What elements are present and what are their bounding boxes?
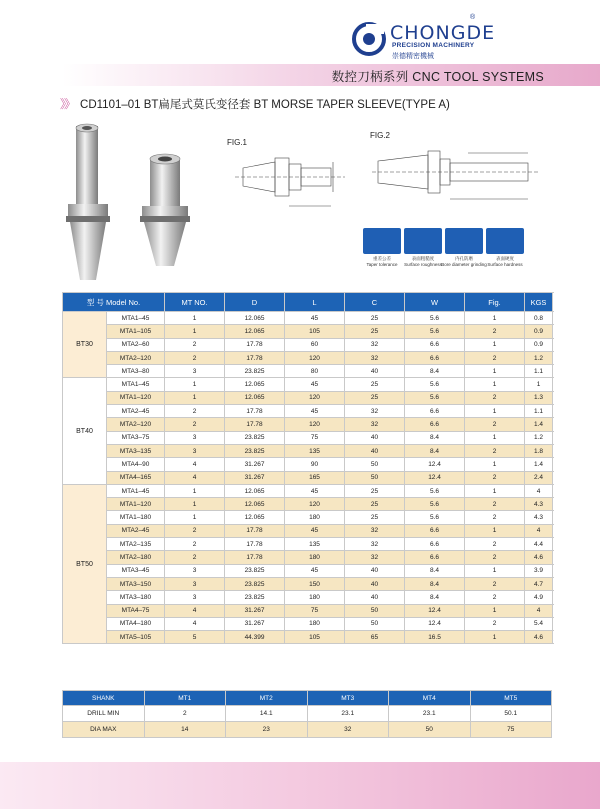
table-cell: 150: [285, 577, 345, 590]
table-row: [63, 444, 553, 457]
table-cell: 31.267: [225, 471, 285, 484]
table-row: [63, 631, 553, 644]
table-cell: 1: [165, 378, 225, 391]
table-row: [63, 391, 553, 404]
table-row: [63, 471, 553, 484]
table-row: [63, 551, 553, 564]
table-cell: 40: [345, 564, 405, 577]
table-cell: 4: [165, 617, 225, 630]
table-cell: 2: [465, 471, 525, 484]
fig1-label: FIG.1: [227, 138, 248, 147]
shank-table: [62, 690, 552, 738]
table-row: [63, 577, 553, 590]
table-cell: 17.78: [225, 405, 285, 418]
table-cell: 12.4: [405, 617, 465, 630]
surface-roughness-icon: [404, 228, 442, 254]
table-cell: 1: [165, 391, 225, 404]
column-header: MT2: [226, 691, 308, 706]
table-cell: 31.267: [225, 617, 285, 630]
table-cell: 5.6: [405, 511, 465, 524]
table-cell: 12.065: [225, 325, 285, 338]
table-cell: 80: [285, 365, 345, 378]
table-cell: 1.4: [525, 418, 553, 431]
table-cell: 180: [285, 511, 345, 524]
table-cell: 23.825: [225, 444, 285, 457]
table-row: [63, 591, 553, 604]
brand-subtitle: PRECISION MACHINERY: [392, 42, 475, 49]
model-cell: MTA3–45: [107, 564, 165, 577]
column-header: MT5: [470, 691, 552, 706]
model-cell: MTA2–180: [107, 551, 165, 564]
model-cell: MTA3–150: [107, 577, 165, 590]
table-cell: 2: [165, 524, 225, 537]
table-cell: 1.8: [525, 444, 553, 457]
column-header: MT3: [307, 691, 389, 706]
table-cell: 32: [345, 418, 405, 431]
table-row: [63, 706, 552, 722]
table-cell: 4: [525, 524, 553, 537]
table-cell: 180: [285, 617, 345, 630]
column-header: KGS: [525, 293, 553, 312]
table-cell: 1.4: [525, 458, 553, 471]
double-chevron-icon: 》》: [60, 97, 75, 111]
table-cell: 14.1: [226, 706, 308, 722]
table-cell: 3: [165, 564, 225, 577]
taper-tolerance-icon: [363, 228, 401, 254]
table-cell: 1: [465, 604, 525, 617]
table-cell: 25: [345, 312, 405, 325]
brand-name: CHONGDE: [390, 22, 496, 44]
table-row: [63, 722, 552, 738]
table-cell: 40: [345, 444, 405, 457]
table-cell: 25: [345, 391, 405, 404]
table-cell: 5.6: [405, 312, 465, 325]
table-cell: 12.4: [405, 471, 465, 484]
surface-hardness-icon: [486, 228, 524, 254]
model-cell: MTA2–120: [107, 418, 165, 431]
table-cell: 50: [345, 604, 405, 617]
table-cell: 60: [285, 338, 345, 351]
table-cell: 5.6: [405, 498, 465, 511]
table-cell: 4.6: [525, 551, 553, 564]
column-header: 型 号 Model No.: [63, 293, 165, 312]
table-cell: 6.6: [405, 405, 465, 418]
table-cell: 120: [285, 498, 345, 511]
model-cell: MTA4–165: [107, 471, 165, 484]
table-row: [63, 538, 553, 551]
table-cell: 0.8: [525, 312, 553, 325]
table-cell: 1: [465, 631, 525, 644]
table-cell: 31.267: [225, 458, 285, 471]
table-cell: 25: [345, 498, 405, 511]
table-cell: 2: [165, 551, 225, 564]
chip-caption: 表面粗糙度 Surface roughness: [404, 256, 442, 267]
table-cell: 12.4: [405, 604, 465, 617]
model-cell: MTA5–105: [107, 631, 165, 644]
table-row: [63, 617, 553, 630]
table-header-row: [63, 293, 553, 312]
table-cell: 2: [165, 538, 225, 551]
table-cell: 2: [465, 351, 525, 364]
table-cell: 3: [165, 365, 225, 378]
spec-table: [62, 292, 553, 644]
table-row: [63, 484, 553, 497]
table-cell: 105: [285, 631, 345, 644]
table-cell: 23.825: [225, 577, 285, 590]
table-cell: 1.2: [525, 351, 553, 364]
table-row: [63, 351, 553, 364]
fig1-drawing: [225, 148, 365, 218]
table-row: [63, 458, 553, 471]
table-cell: 1: [525, 378, 553, 391]
table-cell: 5.6: [405, 378, 465, 391]
table-cell: 2: [165, 338, 225, 351]
table-cell: 23.825: [225, 431, 285, 444]
model-cell: MTA1–45: [107, 484, 165, 497]
model-cell: MTA4–90: [107, 458, 165, 471]
table-cell: 8.4: [405, 444, 465, 457]
column-header: L: [285, 293, 345, 312]
table-cell: 32: [345, 524, 405, 537]
table-cell: 50: [389, 722, 471, 738]
table-cell: 2: [465, 551, 525, 564]
model-cell: MTA2–60: [107, 338, 165, 351]
table-row: [63, 325, 553, 338]
model-cell: MTA1–120: [107, 498, 165, 511]
table-cell: 50: [345, 458, 405, 471]
table-cell: 25: [345, 378, 405, 391]
table-cell: 12.065: [225, 498, 285, 511]
table-cell: 17.78: [225, 538, 285, 551]
table-cell: 3: [165, 577, 225, 590]
table-cell: 6.6: [405, 524, 465, 537]
table-cell: 1: [465, 338, 525, 351]
table-cell: 0.9: [525, 325, 553, 338]
table-cell: 32: [307, 722, 389, 738]
chongde-logo-icon: [352, 22, 386, 56]
column-header: MT4: [389, 691, 471, 706]
table-cell: 105: [285, 325, 345, 338]
fig2-drawing: [368, 145, 548, 205]
table-cell: 3.9: [525, 564, 553, 577]
table-row: [63, 365, 553, 378]
table-cell: 1: [165, 312, 225, 325]
footer-band: [0, 762, 600, 809]
table-cell: 44.399: [225, 631, 285, 644]
table-cell: 5.4: [525, 617, 553, 630]
table-cell: 4: [525, 604, 553, 617]
table-cell: 25: [345, 511, 405, 524]
row-label: DRILL MIN: [63, 706, 145, 722]
table-row: [63, 524, 553, 537]
table-cell: 17.78: [225, 351, 285, 364]
table-cell: 50: [345, 617, 405, 630]
table-row: [63, 405, 553, 418]
model-cell: MTA3–75: [107, 431, 165, 444]
table-cell: 45: [285, 378, 345, 391]
table-cell: 0.9: [525, 338, 553, 351]
table-cell: 1: [465, 378, 525, 391]
model-cell: MTA1–45: [107, 312, 165, 325]
table-cell: 4.4: [525, 538, 553, 551]
table-cell: 2: [465, 391, 525, 404]
table-cell: 8.4: [405, 591, 465, 604]
shank-group-label: BT40: [63, 378, 107, 484]
table-cell: 4: [165, 458, 225, 471]
table-cell: 165: [285, 471, 345, 484]
product-photo: [62, 118, 212, 283]
model-cell: MTA1–120: [107, 391, 165, 404]
table-cell: 23.1: [307, 706, 389, 722]
table-cell: 6.6: [405, 418, 465, 431]
table-cell: 8.4: [405, 564, 465, 577]
table-cell: 45: [285, 564, 345, 577]
table-cell: 4: [525, 484, 553, 497]
table-row: [63, 564, 553, 577]
table-cell: 40: [345, 365, 405, 378]
shank-header-row: [63, 691, 552, 706]
table-cell: 180: [285, 551, 345, 564]
table-cell: 32: [345, 405, 405, 418]
model-cell: MTA1–180: [107, 511, 165, 524]
table-row: [63, 431, 553, 444]
table-cell: 40: [345, 431, 405, 444]
model-cell: MTA2–135: [107, 538, 165, 551]
chip-caption: 重差公差 Taper tolerance: [366, 256, 398, 267]
table-cell: 2: [165, 351, 225, 364]
table-row: [63, 418, 553, 431]
table-cell: 17.78: [225, 524, 285, 537]
table-row: [63, 338, 553, 351]
shank-group-label: BT50: [63, 484, 107, 644]
table-cell: 1: [465, 405, 525, 418]
series-title: 数控刀柄系列 CNC TOOL SYSTEMS: [331, 70, 544, 84]
table-cell: 2: [465, 591, 525, 604]
table-cell: 4.3: [525, 511, 553, 524]
table-cell: 2: [465, 444, 525, 457]
table-cell: 32: [345, 338, 405, 351]
model-cell: MTA1–105: [107, 325, 165, 338]
table-cell: 12.065: [225, 378, 285, 391]
model-cell: MTA3–180: [107, 591, 165, 604]
table-cell: 65: [345, 631, 405, 644]
table-cell: 1.1: [525, 365, 553, 378]
table-cell: 1: [165, 325, 225, 338]
table-cell: 31.267: [225, 604, 285, 617]
brand-chinese-name: 崇德精密機械: [392, 53, 434, 60]
table-cell: 8.4: [405, 431, 465, 444]
table-cell: 2: [165, 418, 225, 431]
table-cell: 5.6: [405, 391, 465, 404]
table-cell: 6.6: [405, 538, 465, 551]
table-row: [63, 378, 553, 391]
fig2-label: FIG.2: [370, 131, 391, 140]
table-cell: 90: [285, 458, 345, 471]
table-row: [63, 511, 553, 524]
product-title: [60, 95, 450, 112]
column-header: MT1: [144, 691, 226, 706]
table-cell: 17.78: [225, 338, 285, 351]
column-header: D: [225, 293, 285, 312]
column-header: SHANK: [63, 691, 145, 706]
table-cell: 2: [465, 617, 525, 630]
table-cell: 23.1: [389, 706, 471, 722]
table-cell: 50.1: [470, 706, 552, 722]
table-cell: 12.4: [405, 458, 465, 471]
table-cell: 12.065: [225, 312, 285, 325]
column-header: MT NO.: [165, 293, 225, 312]
table-cell: 32: [345, 538, 405, 551]
table-cell: 2: [465, 538, 525, 551]
table-cell: 45: [285, 312, 345, 325]
table-cell: 120: [285, 351, 345, 364]
table-cell: 40: [345, 591, 405, 604]
table-cell: 2: [465, 418, 525, 431]
table-cell: 2: [465, 325, 525, 338]
table-cell: 1: [465, 365, 525, 378]
table-cell: 23.825: [225, 591, 285, 604]
table-cell: 4.6: [525, 631, 553, 644]
table-cell: 1.1: [525, 405, 553, 418]
table-cell: 1: [465, 524, 525, 537]
table-cell: 1: [465, 564, 525, 577]
model-cell: MTA2–45: [107, 405, 165, 418]
table-cell: 2: [165, 405, 225, 418]
table-cell: 17.78: [225, 551, 285, 564]
table-cell: 3: [165, 591, 225, 604]
model-cell: MTA2–45: [107, 524, 165, 537]
table-cell: 3: [165, 431, 225, 444]
table-cell: 75: [470, 722, 552, 738]
table-cell: 12.065: [225, 484, 285, 497]
table-cell: 1.2: [525, 431, 553, 444]
table-cell: 4.7: [525, 577, 553, 590]
table-cell: 14: [144, 722, 226, 738]
table-cell: 40: [345, 577, 405, 590]
table-cell: 1: [465, 431, 525, 444]
table-cell: 1: [165, 511, 225, 524]
table-cell: 4: [165, 604, 225, 617]
column-header: C: [345, 293, 405, 312]
model-cell: MTA2–120: [107, 351, 165, 364]
table-cell: 2: [465, 511, 525, 524]
table-cell: 180: [285, 591, 345, 604]
table-cell: 45: [285, 524, 345, 537]
table-cell: 45: [285, 484, 345, 497]
table-cell: 1: [165, 498, 225, 511]
table-row: [63, 498, 553, 511]
table-cell: 8.4: [405, 365, 465, 378]
registered-mark: ®: [470, 14, 476, 21]
chip-caption: 内孔防磨 Bore diameter grinding: [441, 256, 487, 267]
table-cell: 135: [285, 538, 345, 551]
table-cell: 5.6: [405, 484, 465, 497]
table-cell: 120: [285, 418, 345, 431]
model-cell: MTA4–180: [107, 617, 165, 630]
table-cell: 4: [165, 471, 225, 484]
table-cell: 1: [465, 458, 525, 471]
table-cell: 6.6: [405, 351, 465, 364]
table-cell: 2: [144, 706, 226, 722]
table-cell: 4.3: [525, 498, 553, 511]
table-cell: 5.6: [405, 325, 465, 338]
table-cell: 2.4: [525, 471, 553, 484]
product-title-text: CD1101–01 BT扁尾式莫氏变径套 BT MORSE TAPER SLEEVE(TYPE A): [80, 99, 450, 111]
table-cell: 45: [285, 405, 345, 418]
table-cell: 1: [165, 484, 225, 497]
table-cell: 1.3: [525, 391, 553, 404]
table-cell: 75: [285, 604, 345, 617]
table-cell: 32: [345, 351, 405, 364]
table-cell: 23.825: [225, 365, 285, 378]
table-cell: 1: [465, 312, 525, 325]
bore-grinding-icon: [445, 228, 483, 254]
table-cell: 5: [165, 631, 225, 644]
table-cell: 23.825: [225, 564, 285, 577]
table-cell: 6.6: [405, 338, 465, 351]
table-cell: 2: [465, 577, 525, 590]
model-cell: MTA4–75: [107, 604, 165, 617]
table-cell: 25: [345, 484, 405, 497]
table-cell: 135: [285, 444, 345, 457]
table-cell: 32: [345, 551, 405, 564]
shank-group-label: BT30: [63, 312, 107, 378]
table-row: [63, 604, 553, 617]
table-cell: 17.78: [225, 418, 285, 431]
column-header: Fig.: [465, 293, 525, 312]
table-cell: 8.4: [405, 577, 465, 590]
table-cell: 75: [285, 431, 345, 444]
table-cell: 6.6: [405, 551, 465, 564]
table-cell: 1: [465, 484, 525, 497]
column-header: W: [405, 293, 465, 312]
model-cell: MTA1–45: [107, 378, 165, 391]
table-cell: 25: [345, 325, 405, 338]
row-label: DIA MAX: [63, 722, 145, 738]
table-cell: 120: [285, 391, 345, 404]
table-cell: 12.065: [225, 391, 285, 404]
table-cell: 3: [165, 444, 225, 457]
table-cell: 50: [345, 471, 405, 484]
model-cell: MTA3–80: [107, 365, 165, 378]
model-cell: MTA3–135: [107, 444, 165, 457]
table-cell: 12.065: [225, 511, 285, 524]
table-cell: 16.5: [405, 631, 465, 644]
table-cell: 4.9: [525, 591, 553, 604]
table-cell: 23: [226, 722, 308, 738]
table-row: [63, 312, 553, 325]
chip-caption: 表面硬度 Surface hardness: [487, 256, 523, 267]
table-cell: 2: [465, 498, 525, 511]
